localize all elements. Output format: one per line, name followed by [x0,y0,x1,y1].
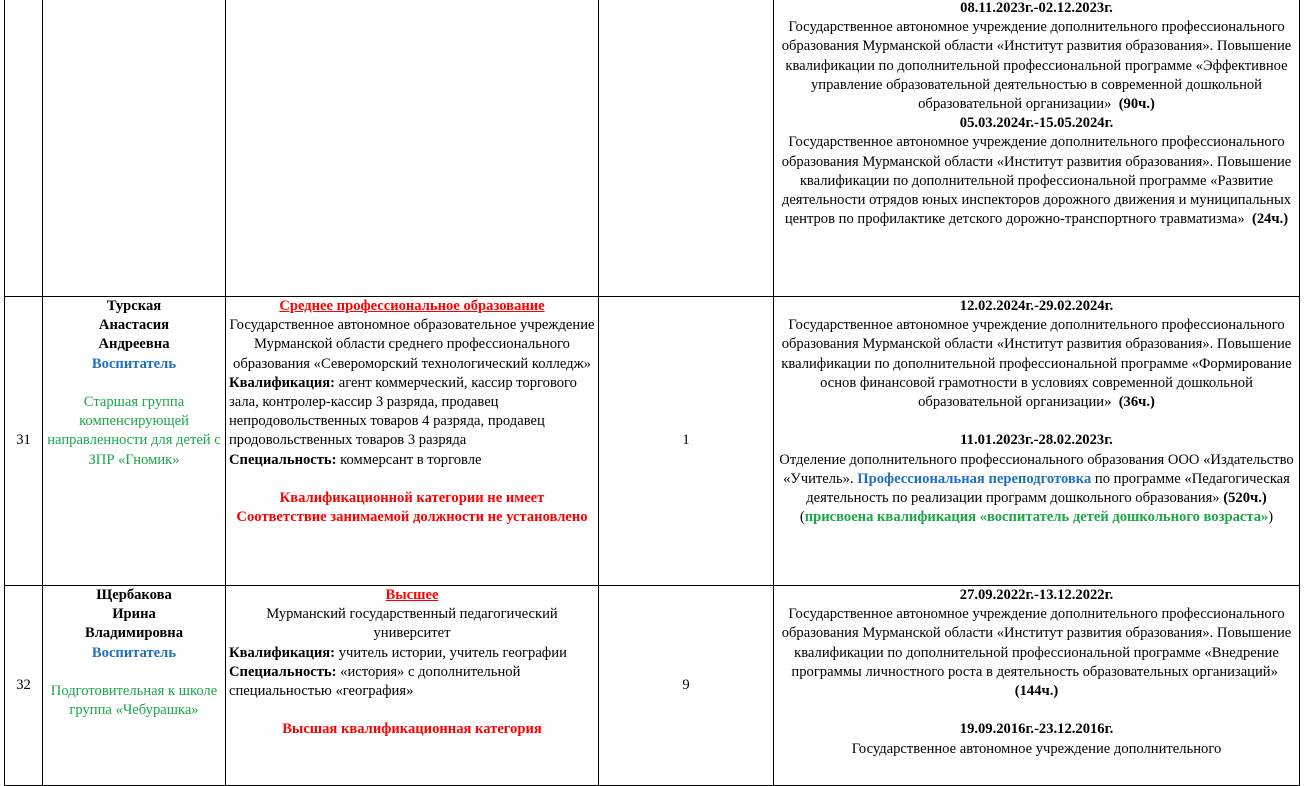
conformity-text: Соответствие занимаемой должности не установлено [236,509,588,526]
cell-experience [599,0,774,297]
cell-courses [774,297,1300,586]
category-text: Высшая квалификационная категория [282,721,542,738]
cell-education [226,0,599,297]
course-text: Государственное автономное учреждение дополнительного профессионального образования Мурманской области «Институт развития образования». Повышение квалификации по дополнительной профессиональной программе «Эффективное управление образовательной деятельностью в современной дошкольной образовательной организации» [781,19,1292,113]
employee-patronymic: Андреевна [98,336,170,353]
education-level: Среднее профессиональное образование [279,298,545,314]
course-hours: (90ч.) [1118,96,1155,113]
retraining-label: Профессиональная переподготовка [857,470,1092,487]
cell-number: 31 [5,297,43,586]
qualification-text: агент коммерческий, кассир торгового зала, контролер-кассир 3 разряда, продавец непродовольственных товаров 4 разряда, продавец продовольственных товаров 3 разряда [229,374,577,449]
employee-group: Подготовительная к школе группа «Чебурашка» [50,683,218,719]
course-hours: (24ч.) [1251,211,1289,228]
paren: ( [799,509,805,526]
cell-name [43,586,226,786]
course-date: 05.03.2024г.-15.05.2024г. [959,115,1114,132]
cell-education [226,586,599,786]
employee-group: Старшая группа компенсирующей направленности для детей с ЗПР «Гномик» [47,394,221,468]
course-text: Государственное автономное учреждение дополнительного профессионального образования Мурманской области «Институт развития образования». Повышение квалификации по дополнительной профессиональной программе «Внедрение программы личностного роста в деятельность образовательных организаций» [781,606,1292,680]
cell-education [226,297,599,586]
qualification-label: Квалификация: [229,644,336,661]
cell-name [43,297,226,586]
cell-number [5,0,43,297]
table-row [5,586,1300,786]
category-text: Квалификационной категории не имеет [279,490,545,507]
course-hours: (144ч.) [1014,683,1059,700]
course-text: по программе «Педагогическая деятельность по реализации программ дошкольного образования» [806,470,1290,507]
course-date: 11.01.2023г.-28.02.2023г. [960,432,1113,449]
course-date: 19.09.2016г.-23.12.2016г. [959,721,1114,738]
course-text: Государственное автономное учреждение дополнительного [851,740,1222,757]
employee-surname: Щербакова [96,587,172,603]
staff-table [4,0,1300,786]
cell-name [43,0,226,297]
cell-experience: 1 [599,297,774,586]
course-date: 12.02.2024г.-29.02.2024г. [959,298,1114,314]
employee-firstname: Анастасия [98,317,170,334]
cell-number: 32 [5,586,43,786]
course-hours: (520ч.) [1223,490,1267,507]
employee-position: Воспитатель [91,355,177,372]
specialty-text: коммерсант в торговле [340,451,482,468]
course-date: 27.09.2022г.-13.12.2022г. [959,587,1114,603]
employee-position: Воспитатель [91,644,177,661]
specialty-label: Специальность: [229,451,337,468]
education-institution: Государственное автономное образовательное учреждение Мурманской области среднего профессионального образования «Североморский технологический колледж» [229,317,595,372]
cell-courses [774,0,1300,297]
paren: ) [1268,509,1274,526]
employee-firstname: Ирина [112,606,156,623]
course-hours: (36ч.) [1118,394,1155,411]
course-text: Государственное автономное учреждение дополнительного профессионального образования Мурманской области «Институт развития образования». Повышение квалификации по дополнительной профессиональной программе «Развитие деятельности отрядов юных инспекторов дорожного движения и муниципальных центров по профилактике детского дорожно-транспортного травматизма» [781,134,1292,228]
qualification-text: учитель истории, учитель географии [338,644,567,661]
cell-courses [774,586,1300,786]
course-date: 08.11.2023г.-02.12.2023г. [960,0,1113,16]
cell-experience: 9 [599,586,774,786]
employee-surname: Турская [106,298,162,314]
table-row [5,297,1300,586]
assigned-qualification: присвоена квалификация «воспитатель детей дошкольного возраста» [804,509,1269,526]
table-row [5,0,1300,297]
qualification-label: Квалификация: [229,374,336,391]
course-text: Государственное автономное учреждение дополнительного профессионального образования Мурманской области «Институт развития образования». Повышение квалификации по дополнительной профессиональной программе «Формирование основ финансовой грамотности в условиях современной дошкольной образовательной организации» [781,317,1292,411]
specialty-label: Специальность: [229,663,337,680]
education-institution: Мурманский государственный педагогический университет [266,606,558,642]
course-text: Отделение дополнительного профессионального образования ООО «Издательство «Учитель». [779,451,1294,487]
specialty-text: «история» с дополнительной специальностью «география» [229,663,521,700]
education-level: Высшее [385,587,439,603]
employee-patronymic: Владимировна [85,625,183,642]
